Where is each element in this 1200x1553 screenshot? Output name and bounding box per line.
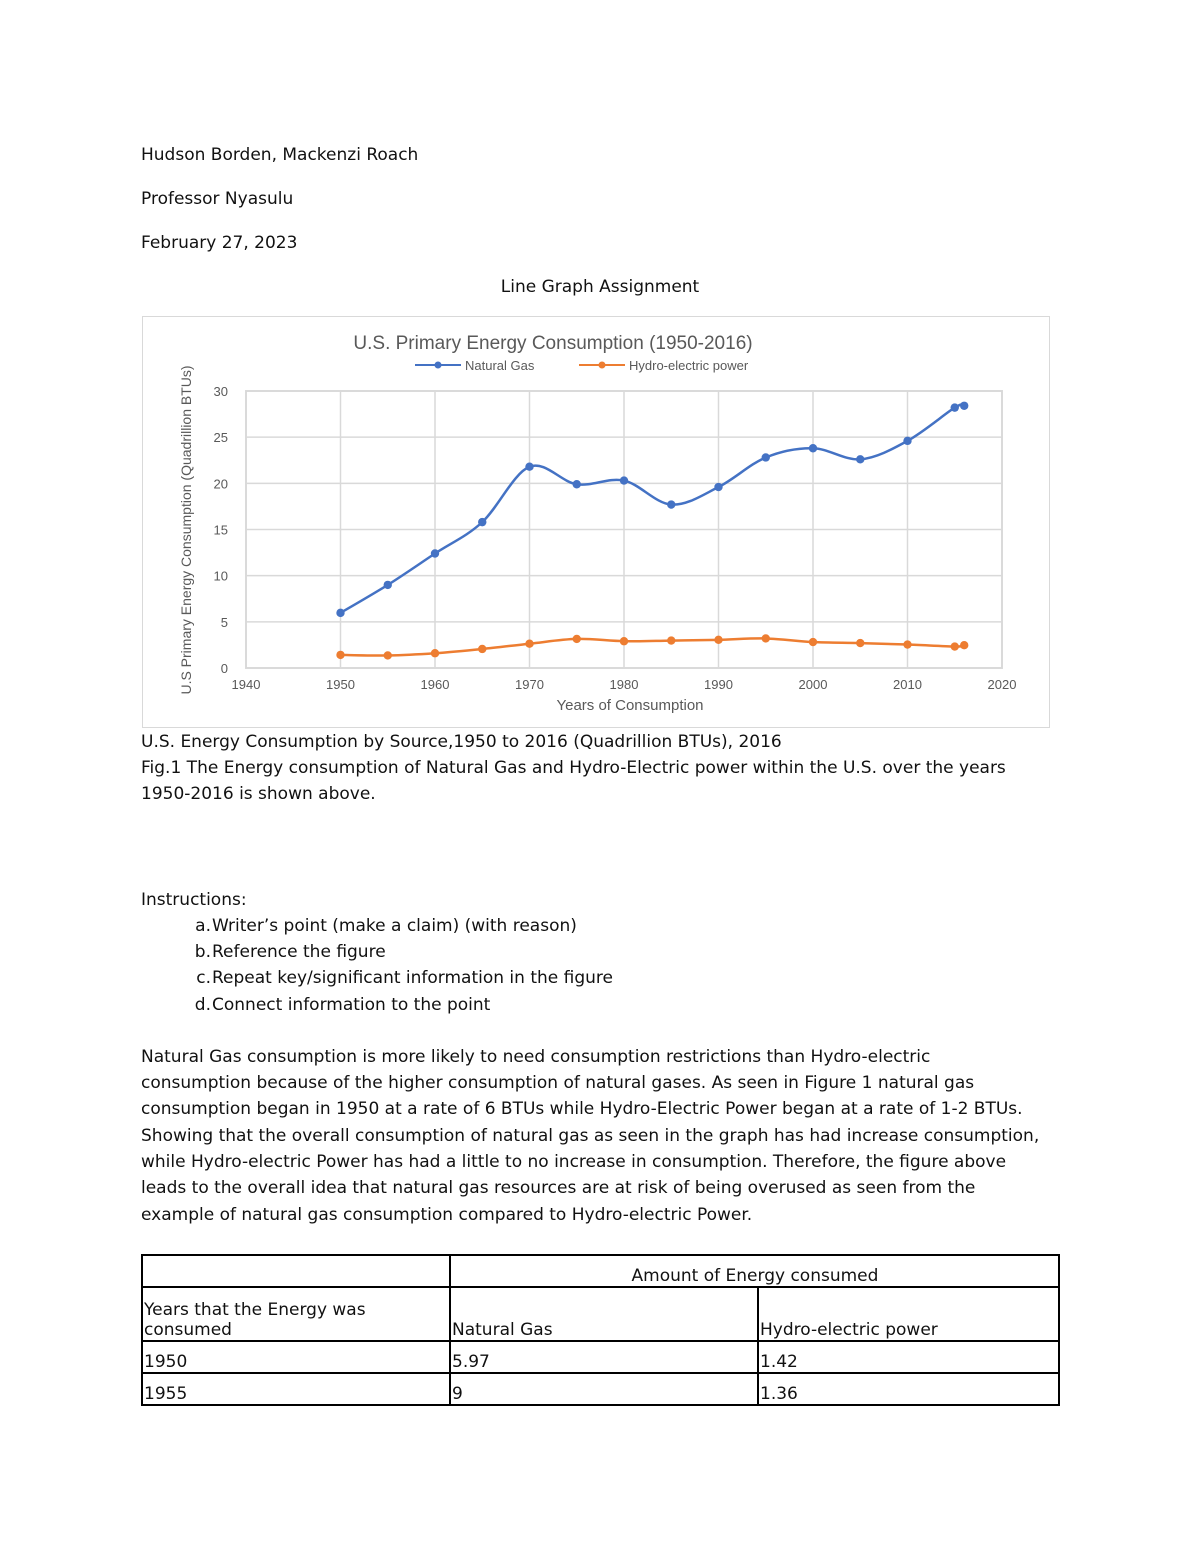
data-point [809, 444, 817, 452]
data-point [903, 640, 911, 648]
document-date: February 27, 2023 [141, 233, 298, 253]
data-point [573, 635, 581, 643]
data-point [714, 483, 722, 491]
chart-canvas [143, 317, 1049, 727]
table-row [142, 1341, 1059, 1373]
y-tick-label: 5 [220, 614, 228, 630]
chart-title: U.S. Primary Energy Consumption (1950-2016) [353, 333, 753, 354]
x-tick-label: 1950 [326, 677, 355, 692]
paragraph-line: consumption because of the higher consumption of natural gases. As seen in Figure 1 natural gas [141, 1073, 975, 1093]
y-axis-label: U.S Primary Energy Consumption (Quadrillion BTUs) [178, 365, 194, 695]
table-header-row [142, 1255, 1059, 1287]
table-cell-gas: 9 [450, 1373, 758, 1405]
series-line [341, 405, 965, 613]
data-point [620, 637, 628, 645]
x-tick-label: 1960 [420, 677, 450, 692]
data-point [525, 463, 533, 471]
instruction-letter: c. [196, 968, 211, 988]
table-cell-year: 1950 [142, 1341, 450, 1373]
table-column-header-gas: Natural Gas [450, 1287, 758, 1341]
author-names: Hudson Borden, Mackenzi Roach [141, 145, 419, 165]
data-point [573, 480, 581, 488]
instruction-text: Reference the figure [212, 942, 386, 962]
data-point [762, 453, 770, 461]
data-point [336, 651, 344, 659]
data-point [903, 437, 911, 445]
table-column-header-year [142, 1287, 450, 1341]
instruction-item [141, 942, 386, 962]
data-point [478, 645, 486, 653]
instruction-item [141, 995, 491, 1015]
instruction-letter: a. [195, 916, 211, 936]
x-tick-label: 1990 [704, 677, 733, 692]
data-point [478, 518, 486, 526]
data-point [762, 634, 770, 642]
y-tick-label: 15 [213, 522, 228, 538]
data-point [856, 455, 864, 463]
x-axis-label: Years of Consumption [556, 697, 704, 714]
table-cell-year: 1955 [142, 1373, 450, 1405]
data-point [431, 549, 439, 557]
x-tick-label: 1940 [231, 677, 261, 692]
data-point [960, 402, 968, 410]
table-group-header: Amount of Energy consumed [450, 1255, 1059, 1287]
data-point [809, 638, 817, 646]
paragraph-line: consumption began in 1950 at a rate of 6 BTUs while Hydro-Electric Power began at a rate of 1-2 BTUs. [141, 1099, 1023, 1119]
legend-marker [435, 362, 442, 369]
data-point [620, 476, 628, 484]
y-tick-label: 0 [220, 661, 228, 676]
y-tick-label: 25 [213, 430, 228, 446]
data-point [856, 639, 864, 647]
data-point [951, 642, 959, 650]
paragraph-line: Showing that the overall consumption of natural gas as seen in the graph has had increase consumption, [141, 1126, 1040, 1146]
energy-data-table [141, 1254, 1060, 1406]
paragraph-line: example of natural gas consumption compared to Hydro-electric Power. [141, 1205, 753, 1225]
paragraph-line: while Hydro-electric Power has had a little to no increase in consumption. Therefore, the figure above [141, 1152, 1007, 1172]
instructions-heading: Instructions: [141, 890, 247, 910]
year-header-line: consumed [144, 1320, 232, 1340]
legend-label: Natural Gas [465, 358, 535, 373]
data-point [714, 636, 722, 644]
figure-source-caption: U.S. Energy Consumption by Source,1950 to 2016 (Quadrillion BTUs), 2016 [141, 732, 782, 752]
x-tick-label: 2020 [987, 677, 1017, 692]
instruction-item [141, 968, 613, 988]
chart-legend [415, 358, 749, 373]
instruction-text: Repeat key/significant information in the figure [212, 968, 613, 988]
legend-marker [599, 362, 606, 369]
document-title: Line Graph Assignment [500, 277, 700, 297]
data-point [384, 581, 392, 589]
x-axis-ticks [232, 677, 1017, 692]
professor-name: Professor Nyasulu [141, 189, 294, 209]
instruction-letter: d. [194, 995, 211, 1015]
instruction-letter: b. [194, 942, 211, 962]
figure-caption-line: 1950-2016 is shown above. [141, 784, 376, 804]
table-cell-empty [142, 1255, 450, 1287]
paragraph-line: leads to the overall idea that natural gas resources are at risk of being overused as seen from the [141, 1178, 976, 1198]
chart-grid [246, 391, 1002, 668]
instruction-item [141, 916, 577, 936]
figure-caption-line: Fig.1 The Energy consumption of Natural Gas and Hydro-Electric power within the U.S. over the years [141, 758, 1006, 778]
data-point [951, 403, 959, 411]
instruction-text: Writer’s point (make a claim) (with reason) [212, 916, 577, 936]
y-tick-label: 10 [213, 568, 228, 584]
table-row [142, 1373, 1059, 1405]
y-tick-label: 30 [213, 384, 228, 399]
x-tick-label: 1970 [515, 677, 544, 692]
table-cell-hydro: 1.36 [758, 1373, 1059, 1405]
data-point [336, 609, 344, 617]
data-point [384, 651, 392, 659]
year-header-line: Years that the Energy was [144, 1300, 366, 1320]
chart-series [336, 402, 968, 660]
table-header-row [142, 1287, 1059, 1341]
x-tick-label: 1980 [609, 677, 639, 692]
y-tick-label: 20 [213, 476, 228, 492]
table-cell-gas: 5.97 [450, 1341, 758, 1373]
paragraph-line: Natural Gas consumption is more likely to need consumption restrictions than Hydro-electric [141, 1047, 931, 1067]
table-cell-hydro: 1.42 [758, 1341, 1059, 1373]
table-column-header-hydro: Hydro-electric power [758, 1287, 1059, 1341]
data-point [667, 500, 675, 508]
data-point [525, 640, 533, 648]
x-tick-label: 2010 [893, 677, 922, 692]
data-point [960, 641, 968, 649]
data-point [667, 636, 675, 644]
y-axis-ticks [214, 384, 228, 676]
series-natural-gas [336, 402, 968, 618]
line-chart [142, 316, 1050, 728]
instruction-text: Connect information to the point [212, 995, 491, 1015]
legend-label: Hydro-electric power [629, 358, 749, 373]
data-point [431, 649, 439, 657]
series-hydro-electric-power [336, 634, 968, 659]
x-tick-label: 2000 [798, 677, 828, 692]
